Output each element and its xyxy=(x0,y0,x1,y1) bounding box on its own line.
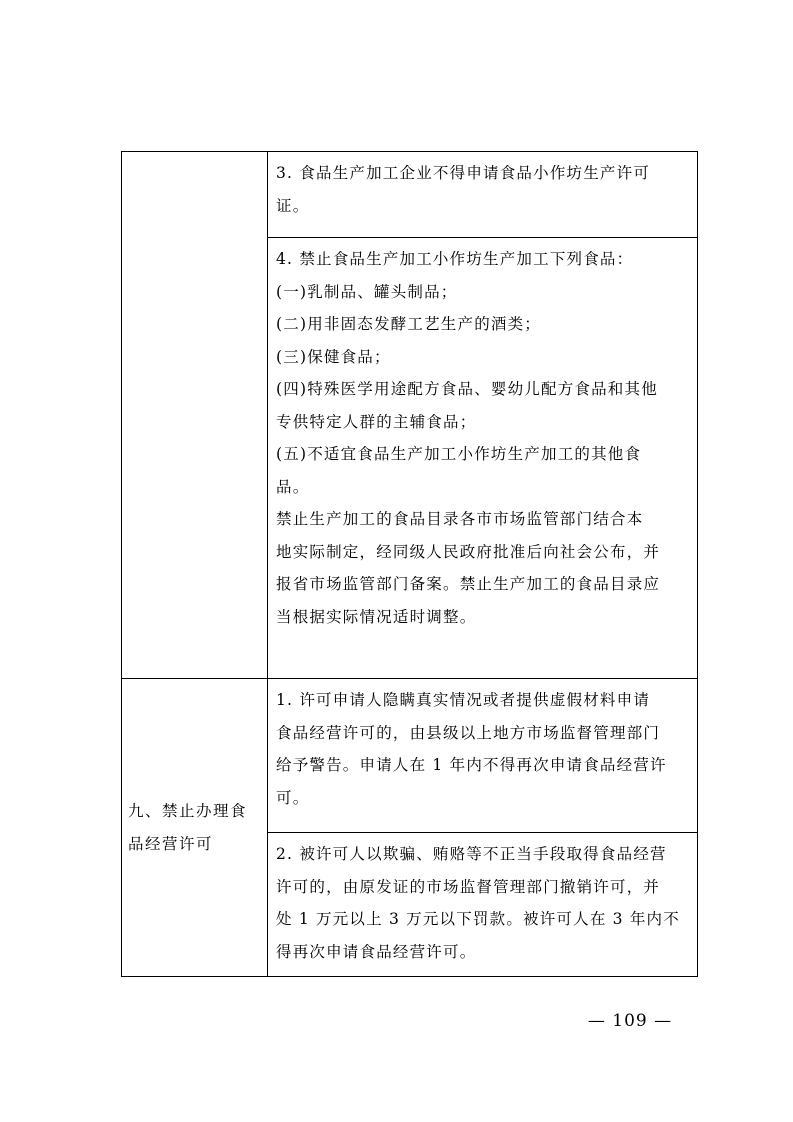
table-cell-right xyxy=(268,238,698,679)
text-line: 可。 xyxy=(276,788,310,807)
table-cell-left-label xyxy=(122,679,268,977)
text-line: 证。 xyxy=(276,196,310,215)
category-label-line: 九、禁止办理食 xyxy=(128,801,248,820)
table-cell-left-empty xyxy=(122,152,268,679)
text-line: (五)不适宜食品生产加工小作坊生产加工的其他食 xyxy=(276,445,642,463)
table-row xyxy=(122,152,698,238)
category-label-line: 品经营许可 xyxy=(128,834,214,853)
text-line: (三)保健食品； xyxy=(276,347,391,366)
cell-text xyxy=(268,152,697,222)
text-line: 处 1 万元以上 3 万元以下罚款。被许可人在 3 年内不 xyxy=(276,910,680,928)
regulation-table xyxy=(121,151,698,977)
table-cell-right xyxy=(268,152,698,238)
text-line: 得再次申请食品经营许可。 xyxy=(276,942,477,961)
text-line: 当根据实际情况适时调整。 xyxy=(276,607,477,626)
text-line: 食品经营许可的，由县级以上地方市场监督管理部门 xyxy=(276,723,661,742)
page-number: — 109 — xyxy=(587,1011,673,1031)
text-line: 品。 xyxy=(276,477,310,496)
text-line: (四)特殊医学用途配方食品、婴幼儿配方食品和其他 xyxy=(276,380,658,398)
text-line: 专供特定人群的主辅食品； xyxy=(276,412,477,431)
text-line: (一)乳制品、罐头制品； xyxy=(276,282,458,301)
text-line: 地实际制定，经同级人民政府批准后向社会公布，并 xyxy=(276,542,661,561)
table-row xyxy=(122,679,698,833)
text-line: 2. 被许可人以欺骗、贿赂等不正当手段取得食品经营 xyxy=(276,845,667,863)
text-line: 4. 禁止食品生产加工小作坊生产加工下列食品： xyxy=(276,250,634,268)
table-cell-right xyxy=(268,679,698,833)
text-line: 许可的，由原发证的市场监督管理部门撤销许可，并 xyxy=(276,877,661,896)
text-line: 3. 食品生产加工企业不得申请食品小作坊生产许可 xyxy=(276,164,651,182)
cell-text xyxy=(268,679,697,814)
text-line: 禁止生产加工的食品目录各市市场监管部门结合本 xyxy=(276,510,644,528)
text-line: 报省市场监管部门备案。禁止生产加工的食品目录应 xyxy=(276,575,661,593)
cell-text xyxy=(268,833,697,968)
text-line: (二)用非固态发酵工艺生产的酒类； xyxy=(276,315,541,333)
text-line: 给予警告。申请人在 1 年内不得再次申请食品经营许 xyxy=(276,756,667,774)
text-line: 1. 许可申请人隐瞒真实情况或者提供虚假材料申请 xyxy=(276,691,651,709)
cell-text xyxy=(268,238,697,633)
table-cell-right xyxy=(268,833,698,977)
